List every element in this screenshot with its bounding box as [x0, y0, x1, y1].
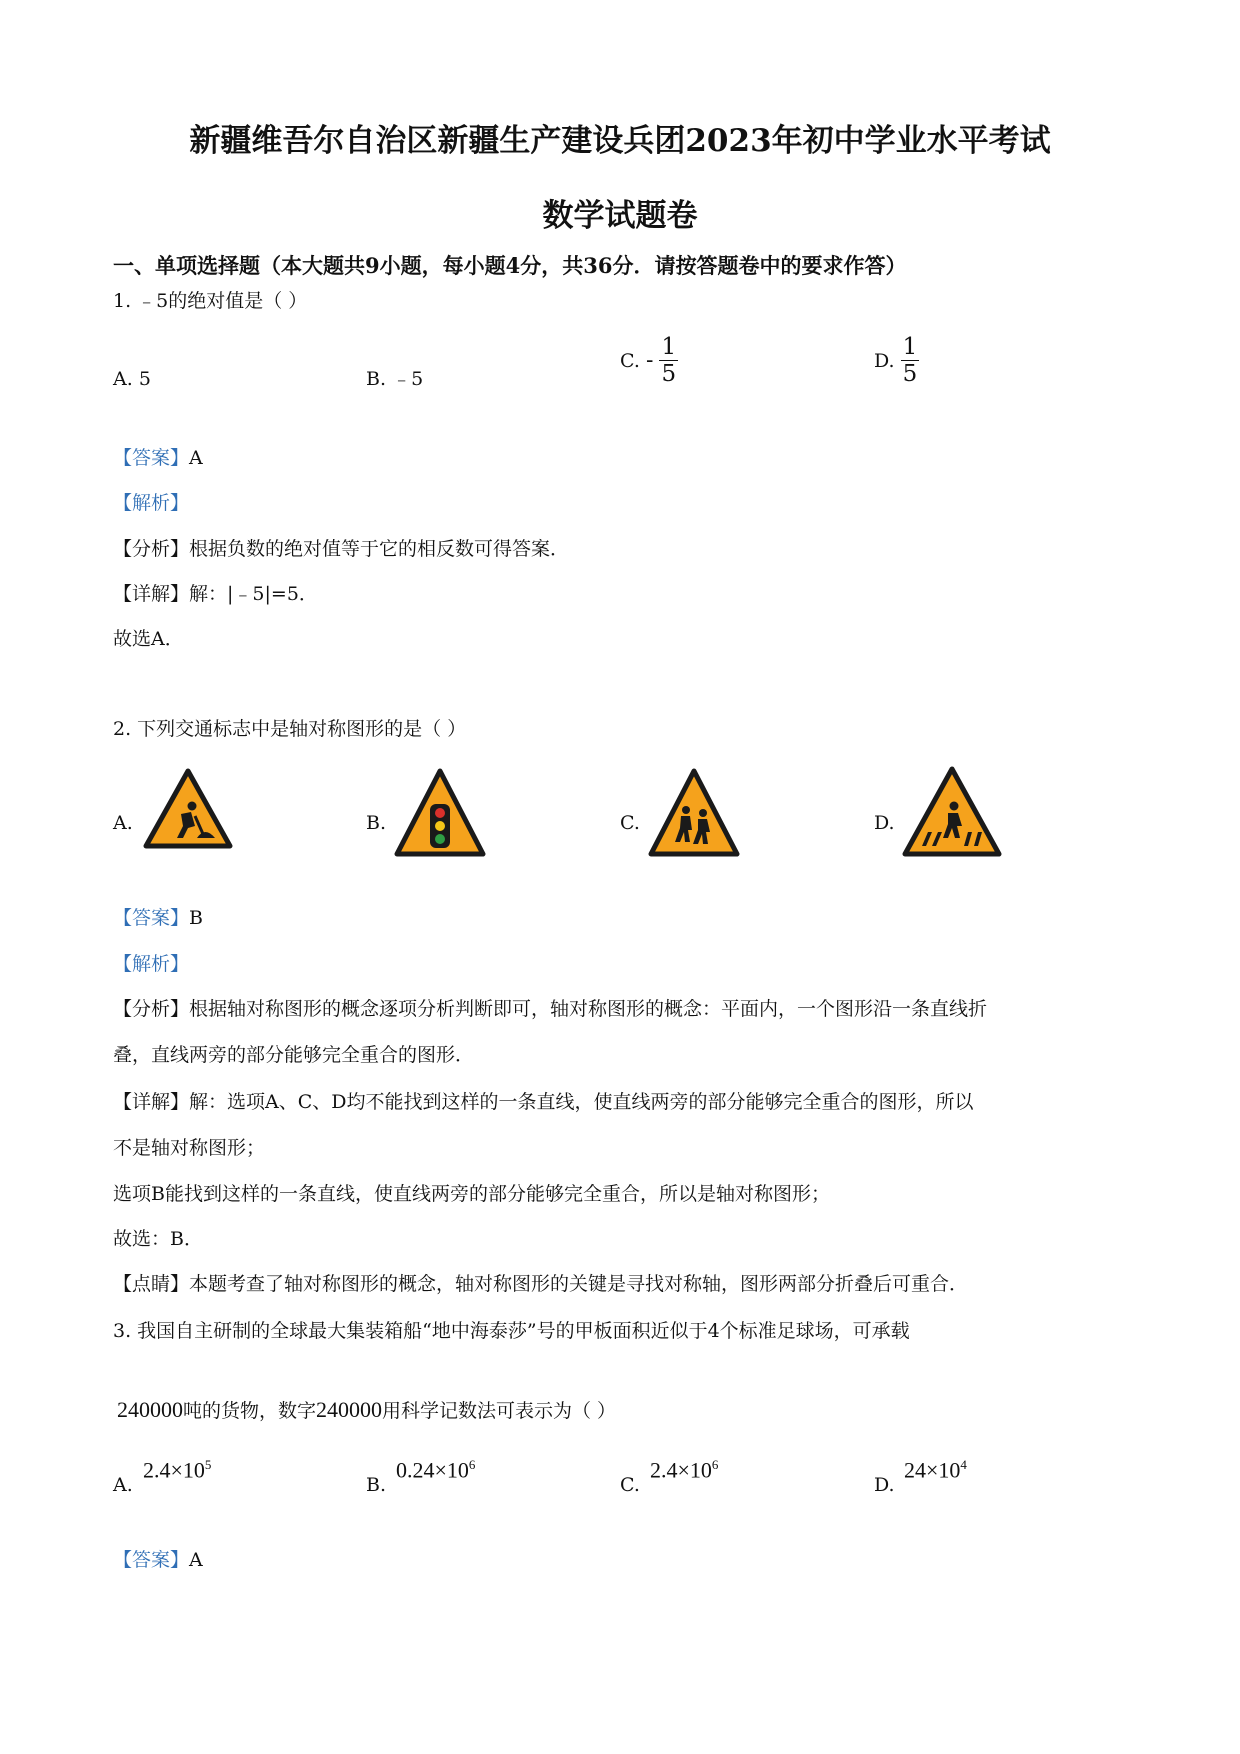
traffic-light-sign-icon	[394, 768, 486, 858]
q2-option-d-label: D.	[874, 812, 895, 834]
q2-analysis-tag: 【解析】	[113, 953, 190, 975]
q2-option-c-label: C.	[620, 812, 640, 834]
sci-exponent: 4	[960, 1457, 967, 1472]
sci-exponent: 6	[468, 1457, 476, 1472]
q1-analysis-tag: 【解析】	[113, 492, 190, 514]
q1-conclusion: 故选A．	[113, 628, 184, 650]
answer-value: A	[189, 447, 203, 469]
q1-answer	[113, 445, 203, 471]
q2-fenxi-line1	[113, 996, 987, 1022]
q1-option-b	[366, 366, 423, 392]
pedestrian-crossing-sign-icon	[902, 766, 1002, 858]
sci-exponent: 5	[204, 1457, 212, 1472]
sci-exponent: 6	[711, 1457, 719, 1472]
sci-base: 2.4×10	[650, 1457, 712, 1483]
q1-option-d	[874, 334, 919, 387]
q1-option-a	[113, 366, 151, 392]
dianjing-tag: 【点睛】	[113, 1273, 190, 1295]
q3-option-a-label: A.	[113, 1474, 133, 1496]
fenxi-tag: 【分析】	[113, 538, 190, 560]
stem-text: 吨的货物，数字	[183, 1400, 317, 1422]
option-label: A.	[113, 368, 133, 390]
q2-stem: 2. 下列交通标志中是轴对称图形的是（ ）	[113, 718, 467, 740]
xiangjie-tag: 【详解】	[113, 1091, 190, 1113]
roadwork-sign-icon	[143, 768, 233, 850]
q3-stem-line2	[117, 1397, 616, 1424]
children-crossing-sign-icon	[648, 768, 740, 858]
xiangjie-text: 解：|﹣5|=5．	[189, 583, 318, 605]
q3-option-c-label: C.	[620, 1474, 640, 1496]
stem-text: 用科学记数法可表示为（ ）	[382, 1400, 617, 1422]
option-label: B.	[366, 368, 387, 390]
numerator: 1	[661, 334, 677, 360]
minus-sign: -	[645, 347, 654, 373]
option-value: ﹣5	[392, 368, 424, 390]
q1-option-c	[620, 334, 678, 387]
fenxi-text: 根据负数的绝对值等于它的相反数可得答案．	[189, 538, 570, 560]
option-label: C.	[620, 349, 640, 372]
sci-base: 0.24×10	[396, 1457, 469, 1483]
q2-xiangjie-line1	[113, 1089, 974, 1115]
fraction	[901, 334, 920, 387]
option-value: 5	[138, 368, 151, 390]
xiangjie-text: 解：选项A、C、D均不能找到这样的一条直线，使直线两旁的部分能够完全重合的图形，所以	[189, 1091, 974, 1113]
q1-fenxi	[113, 536, 569, 562]
q3-stem-line1: 3. 我国自主研制的全球最大集装箱船“地中海泰莎”号的甲板面积近似于4个标准足球场，可承载	[113, 1320, 910, 1342]
q2-conclusion: 故选：B．	[113, 1228, 203, 1250]
numerator: 1	[902, 334, 918, 360]
dianjing-text: 本题考查了轴对称图形的概念，轴对称图形的关键是寻找对称轴，图形两部分折叠后可重合．	[189, 1273, 969, 1295]
answer-tag: 【答案】	[113, 1549, 190, 1571]
number-240000: 240000	[316, 1397, 383, 1422]
q3-option-d-label: D.	[874, 1474, 895, 1496]
xiangjie-tag: 【详解】	[113, 583, 190, 605]
denominator: 5	[902, 361, 918, 387]
q3-option-c-value	[650, 1457, 718, 1483]
sci-base: 24×10	[904, 1457, 961, 1483]
fenxi-text: 根据轴对称图形的概念逐项分析判断即可，轴对称图形的概念：平面内，一个图形沿一条直线折	[189, 998, 988, 1020]
number-240000: 240000	[117, 1397, 183, 1422]
q2-option-a-label: A.	[113, 812, 133, 834]
q3-option-d-value	[904, 1457, 967, 1483]
q2-dianjing	[113, 1271, 968, 1297]
q1-stem: 1. ﹣5的绝对值是（ ）	[113, 290, 308, 312]
q2-answer	[113, 905, 203, 931]
q2-xiangjie-line3: 选项B能找到这样的一条直线，使直线两旁的部分能够完全重合，所以是轴对称图形；	[113, 1183, 830, 1205]
exam-title: 新疆维吾尔自治区新疆生产建设兵团2023年初中学业水平考试	[189, 123, 1051, 159]
answer-value: A	[189, 1549, 203, 1571]
q3-option-b-label: B.	[366, 1474, 387, 1496]
section-heading: 一、单项选择题（本大题共9小题，每小题4分，共36分．请按答题卷中的要求作答）	[113, 253, 907, 278]
q3-option-a-value	[143, 1457, 211, 1483]
answer-value: B	[189, 907, 203, 929]
denominator: 5	[661, 361, 677, 387]
sci-base: 2.4×10	[143, 1457, 205, 1483]
q3-answer	[113, 1547, 203, 1573]
q1-xiangjie	[113, 581, 318, 607]
fenxi-tag: 【分析】	[113, 998, 190, 1020]
answer-tag: 【答案】	[113, 447, 190, 469]
q2-option-b-label: B.	[366, 812, 387, 834]
q2-fenxi-line2: 叠，直线两旁的部分能够完全重合的图形．	[113, 1044, 475, 1066]
exam-subtitle: 数学试题卷	[542, 198, 698, 234]
q2-xiangjie-line2: 不是轴对称图形；	[113, 1137, 266, 1159]
answer-tag: 【答案】	[113, 907, 190, 929]
option-label: D.	[874, 349, 895, 372]
q3-option-b-value	[396, 1457, 475, 1483]
fraction	[659, 334, 678, 387]
